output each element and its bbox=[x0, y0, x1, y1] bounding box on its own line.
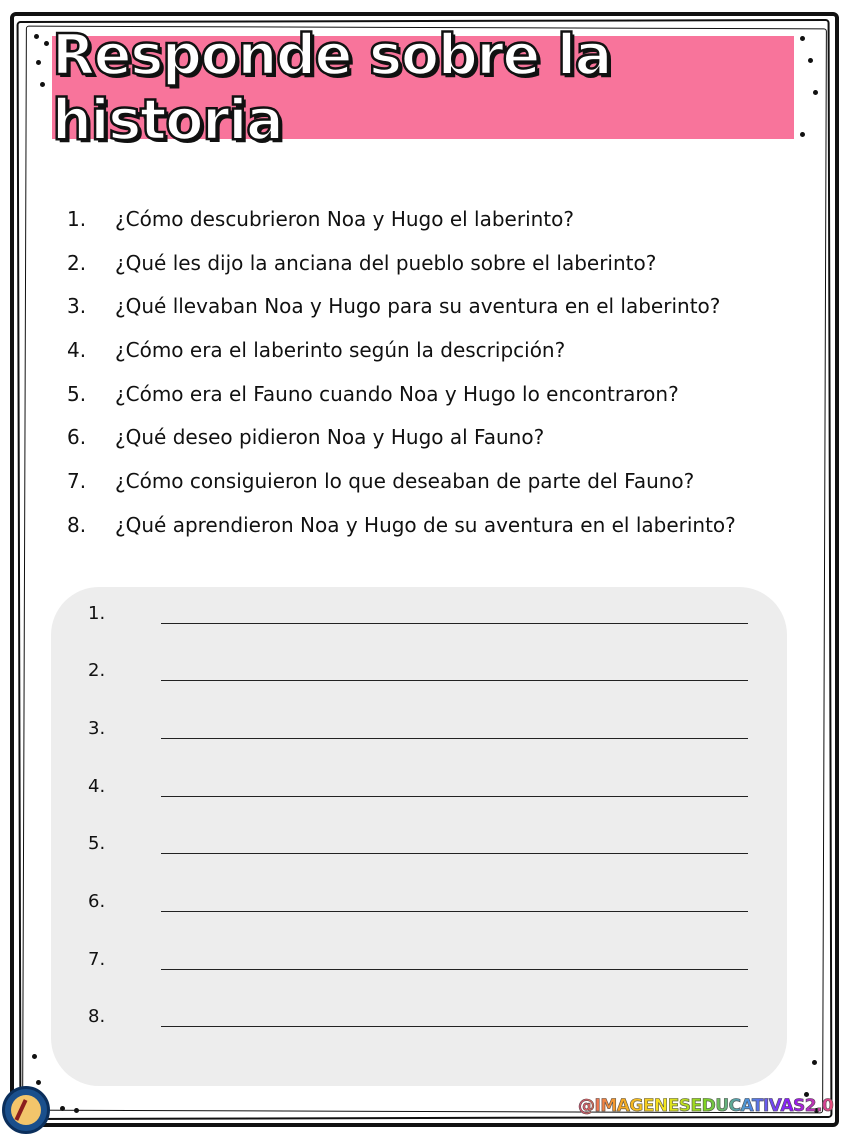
answer-line[interactable] bbox=[161, 969, 748, 970]
question-text: ¿Qué les dijo la anciana del pueblo sobre el laberinto? bbox=[115, 250, 657, 275]
question-text: ¿Cómo descubrieron Noa y Hugo el laberinto? bbox=[115, 206, 575, 231]
corner-dot bbox=[32, 1054, 37, 1059]
corner-dot bbox=[36, 1080, 41, 1085]
answer-number: 7. bbox=[88, 949, 106, 970]
question-number: 4. bbox=[67, 337, 87, 362]
answer-row bbox=[88, 824, 748, 854]
watermark-text: @IMAGENESEDUCATIVAS2.0 bbox=[578, 1096, 834, 1116]
answer-line[interactable] bbox=[161, 680, 748, 681]
question-item bbox=[67, 241, 787, 285]
answer-number: 6. bbox=[88, 891, 106, 912]
logo-emblem bbox=[11, 1095, 41, 1125]
question-item bbox=[67, 328, 787, 372]
answer-row bbox=[88, 997, 748, 1027]
question-number: 8. bbox=[67, 512, 87, 537]
answer-line[interactable] bbox=[161, 911, 748, 912]
answer-row bbox=[88, 651, 748, 681]
corner-dot bbox=[74, 1108, 79, 1113]
answer-line[interactable] bbox=[161, 796, 748, 797]
question-item bbox=[67, 503, 787, 547]
page-title: Responde sobre la historia bbox=[52, 22, 611, 153]
answer-line[interactable] bbox=[161, 623, 748, 624]
question-number: 2. bbox=[67, 250, 87, 275]
question-item bbox=[67, 415, 787, 459]
question-number: 1. bbox=[67, 206, 87, 231]
corner-dot bbox=[813, 90, 818, 95]
answer-number: 5. bbox=[88, 833, 106, 854]
answer-number: 2. bbox=[88, 660, 106, 681]
answer-number: 1. bbox=[88, 603, 106, 624]
answer-number: 4. bbox=[88, 776, 106, 797]
corner-dot bbox=[800, 132, 805, 137]
question-item bbox=[67, 284, 787, 328]
answer-row bbox=[88, 767, 748, 797]
answer-number: 3. bbox=[88, 718, 106, 739]
question-text: ¿Cómo era el laberinto según la descripción? bbox=[115, 337, 566, 362]
corner-dot bbox=[812, 1060, 817, 1065]
answer-row bbox=[88, 940, 748, 970]
question-text: ¿Cómo era el Fauno cuando Noa y Hugo lo encontraron? bbox=[115, 381, 679, 406]
question-item bbox=[67, 197, 787, 241]
question-number: 6. bbox=[67, 425, 87, 450]
question-text: ¿Qué deseo pidieron Noa y Hugo al Fauno? bbox=[115, 425, 545, 450]
question-number: 7. bbox=[67, 468, 87, 493]
question-number: 3. bbox=[67, 294, 87, 319]
title-banner bbox=[52, 22, 794, 153]
corner-dot bbox=[34, 34, 39, 39]
question-number: 5. bbox=[67, 381, 87, 406]
answer-row bbox=[88, 882, 748, 912]
answer-panel bbox=[51, 587, 787, 1086]
answer-line[interactable] bbox=[161, 1026, 748, 1027]
answer-row bbox=[88, 594, 748, 624]
question-item bbox=[67, 372, 787, 416]
question-list bbox=[67, 197, 787, 547]
corner-dot bbox=[800, 36, 805, 41]
answer-line[interactable] bbox=[161, 738, 748, 739]
logo-pencil-icon bbox=[15, 1099, 28, 1121]
question-text: ¿Qué aprendieron Noa y Hugo de su aventura en el laberinto? bbox=[115, 512, 736, 537]
question-item bbox=[67, 459, 787, 503]
question-text: ¿Cómo consiguieron lo que deseaban de parte del Fauno? bbox=[115, 468, 695, 493]
answer-number: 8. bbox=[88, 1006, 106, 1027]
corner-dot bbox=[60, 1106, 65, 1111]
corner-dot bbox=[40, 82, 45, 87]
publisher-logo-icon bbox=[2, 1086, 50, 1134]
corner-dot bbox=[808, 58, 813, 63]
question-text: ¿Qué llevaban Noa y Hugo para su aventura en el laberinto? bbox=[115, 294, 721, 319]
corner-dot bbox=[36, 60, 41, 65]
answer-line[interactable] bbox=[161, 853, 748, 854]
answer-row bbox=[88, 709, 748, 739]
corner-dot bbox=[44, 41, 49, 46]
